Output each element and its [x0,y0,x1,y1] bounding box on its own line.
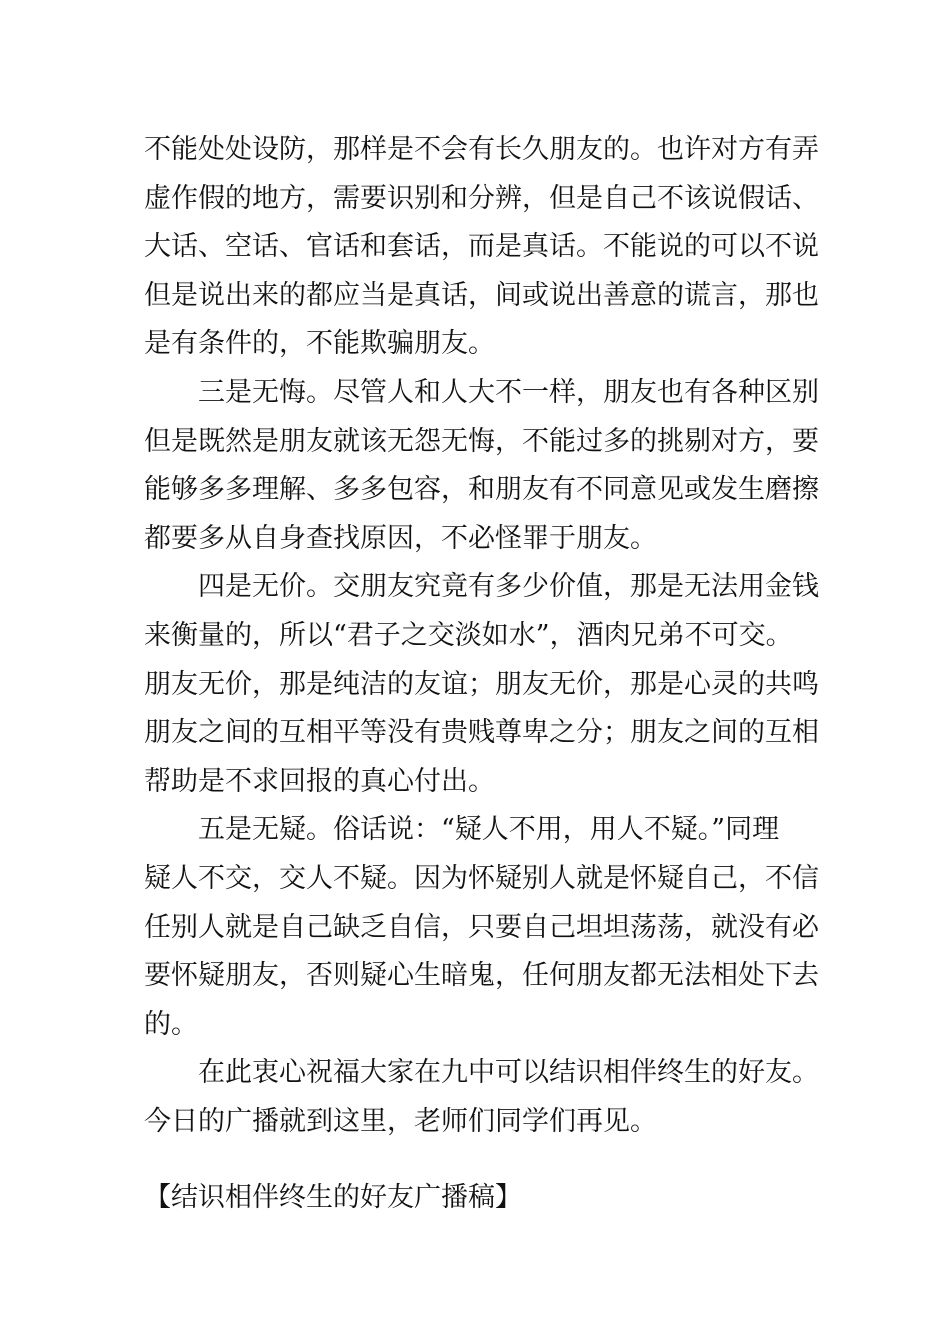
text-line: 但是说出来的都应当是真话，间或说出善意的谎言，那也 [144,279,819,311]
text-line: 的。 [144,1008,198,1040]
body-text [144,126,844,1146]
text-line: 大话、空话、官话和套话，而是真话。不能说的可以不说 [144,231,819,263]
footer-title: 【结识相伴终生的好友广播稿】 [144,1182,522,1213]
text-line: 要怀疑朋友，否则疑心生暗鬼，任何朋友都无法相处下去 [144,960,819,992]
paragraph-start-line: 四是无价。交朋友究竟有多少价值，那是无法用金钱 [198,571,819,603]
text-line: 今日的广播就到这里，老师们同学们再见。 [144,1105,657,1137]
text-line: 任别人就是自己缺乏自信，只要自己坦坦荡荡，就没有必 [144,911,819,943]
paragraph-start-line: 三是无悔。尽管人和人大不一样，朋友也有各种区别 [198,376,819,408]
text-line: 朋友无价，那是纯洁的友谊；朋友无价，那是心灵的共鸣 [144,668,819,700]
text-line: 朋友之间的互相平等没有贵贱尊卑之分；朋友之间的互相 [144,717,819,749]
paragraph-start-line: 在此衷心祝福大家在九中可以结识相伴终生的好友。 [198,1057,819,1089]
text-line: 帮助是不求回报的真心付出。 [144,765,495,797]
text-line: 是有条件的，不能欺骗朋友。 [144,328,495,360]
text-line: 都要多从自身查找原因，不必怪罪于朋友。 [144,522,657,554]
text-line: 不能处处设防，那样是不会有长久朋友的。也许对方有弄 [144,134,819,165]
text-line: 疑人不交，交人不疑。因为怀疑别人就是怀疑自己，不信 [144,862,819,894]
paragraph-start-line: 五是无疑。俗话说：“疑人不用，用人不疑。”同理 [198,814,780,846]
text-line: 能够多多理解、多多包容，和朋友有不同意见或发生磨擦 [144,474,819,506]
text-line: 虚作假的地方，需要识别和分辨，但是自己不该说假话、 [144,182,819,214]
text-line: 来衡量的，所以“君子之交淡如水”，酒肉兄弟不可交。 [144,619,793,651]
text-line: 但是既然是朋友就该无怨无悔，不能过多的挑剔对方，要 [144,425,819,457]
